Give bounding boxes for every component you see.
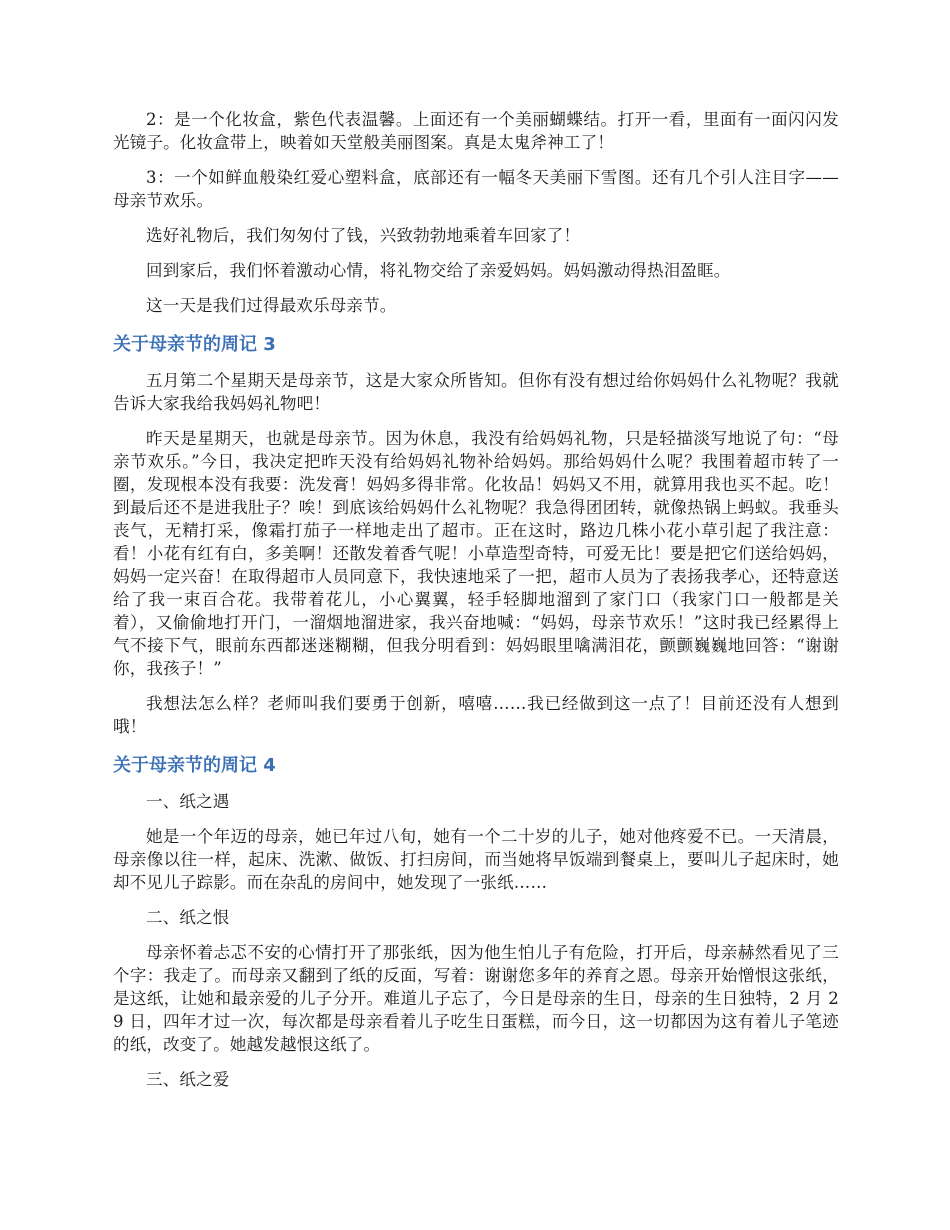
section-heading: 关于母亲节的周记 3 [113,334,276,355]
paragraph: 选好礼物后，我们匆匆付了钱，兴致勃勃地乘着车回家了！ [146,226,581,245]
section-heading: 关于母亲节的周记 4 [113,755,276,776]
paragraph: 母亲怀着忐忑不安的心情打开了那张纸，因为他生怕儿子有危险，打开后，母亲赫然看见了三个字：我走了。而母亲又翻到了纸的反面，写着：谢谢您多年的养育之恩。母亲开始憎恨这张纸，是这纸，让她和最亲爱的儿子分开。难道儿子忘了，今日是母亲的生日，母亲的生日独特，2 月 29 日，四年才过一次，每次都是母亲看着儿子吃生日蛋糕，而今日，这一切都因为这有着儿子笔迹的纸，改变了。她越发越恨这纸了。 [113,943,839,1054]
section-3 [113,754,839,1091]
subheading-paragraph: 一、纸之遇 [146,792,230,811]
paragraph: 五月第二个星期天是母亲节，这是大家众所皆知。但你有没有想过给你妈妈什么礼物呢？我就告诉大家我给我妈妈礼物吧！ [113,371,839,413]
paragraph: 她是一个年迈的母亲，她已年过八旬，她有一个二十岁的儿子，她对他疼爱不已。一天清晨，母亲像以往一样，起床、洗漱、做饭、打扫房间，而当她将早饭端到餐桌上，要叫儿子起床时，她却不见儿子踪影。而在杂乱的房间中，她发现了一张纸…… [113,827,839,892]
paragraph: 昨天是星期天，也就是母亲节。因为休息，我没有给妈妈礼物，只是轻描淡写地说了句：“母亲节欢乐。”今日，我决定把昨天没有给妈妈礼物补给妈妈。那给妈妈什么呢？我围着超市转了一圈，发现根本没有我要：洗发膏！妈妈多得非常。化妆品！妈妈又不用，就算用我也买不起。吃！到最后还不是进我肚子？唉！到底该给妈妈什么礼物呢？我急得团团转，就像热锅上蚂蚁。我垂头丧气，无精打采，像霜打茄子一样地走出了超市。正在这时，路边几株小花小草引起了我注意：看！小花有红有白，多美啊！还散发着香气呢！小草造型奇特，可爱无比！要是把它们送给妈妈，妈妈一定兴奋！在取得超市人员同意下，我快速地采了一把，超市人员为了表扬我孝心，还特意送给了我一束百合花。我带着花儿，小心翼翼，轻手轻脚地溜到了家门口（我家门口一般都是关着），又偷偷地打开门，一溜烟地溜进家，我兴奋地喊：“妈妈，母亲节欢乐！”这时我已经累得上气不接下气，眼前东西都迷迷糊糊，但我分明看到：妈妈眼里噙满泪花，颤颤巍巍地回答：“谢谢你，我孩子！” [113,429,839,678]
section-1 [113,108,839,317]
document-page [113,108,839,1103]
section-2 [113,333,839,738]
subheading-paragraph: 三、纸之爱 [146,1070,230,1089]
subheading-paragraph: 二、纸之恨 [146,908,230,927]
paragraph: 2：是一个化妆盒，紫色代表温馨。上面还有一个美丽蝴蝶结。打开一看，里面有一面闪闪发光镜子。化妆盒带上，映着如天堂般美丽图案。真是太鬼斧神工了！ [113,110,839,152]
paragraph: 我想法怎么样？老师叫我们要勇于创新，嘻嘻……我已经做到这一点了！目前还没有人想到哦！ [113,694,839,736]
paragraph: 回到家后，我们怀着激动心情，将礼物交给了亲爱妈妈。妈妈激动得热泪盈眶。 [146,261,731,280]
paragraph: 这一天是我们过得最欢乐母亲节。 [146,296,397,315]
paragraph: 3：一个如鲜血般染红爱心塑料盒，底部还有一幅冬天美丽下雪图。还有几个引人注目字——母亲节欢乐。 [113,168,839,210]
